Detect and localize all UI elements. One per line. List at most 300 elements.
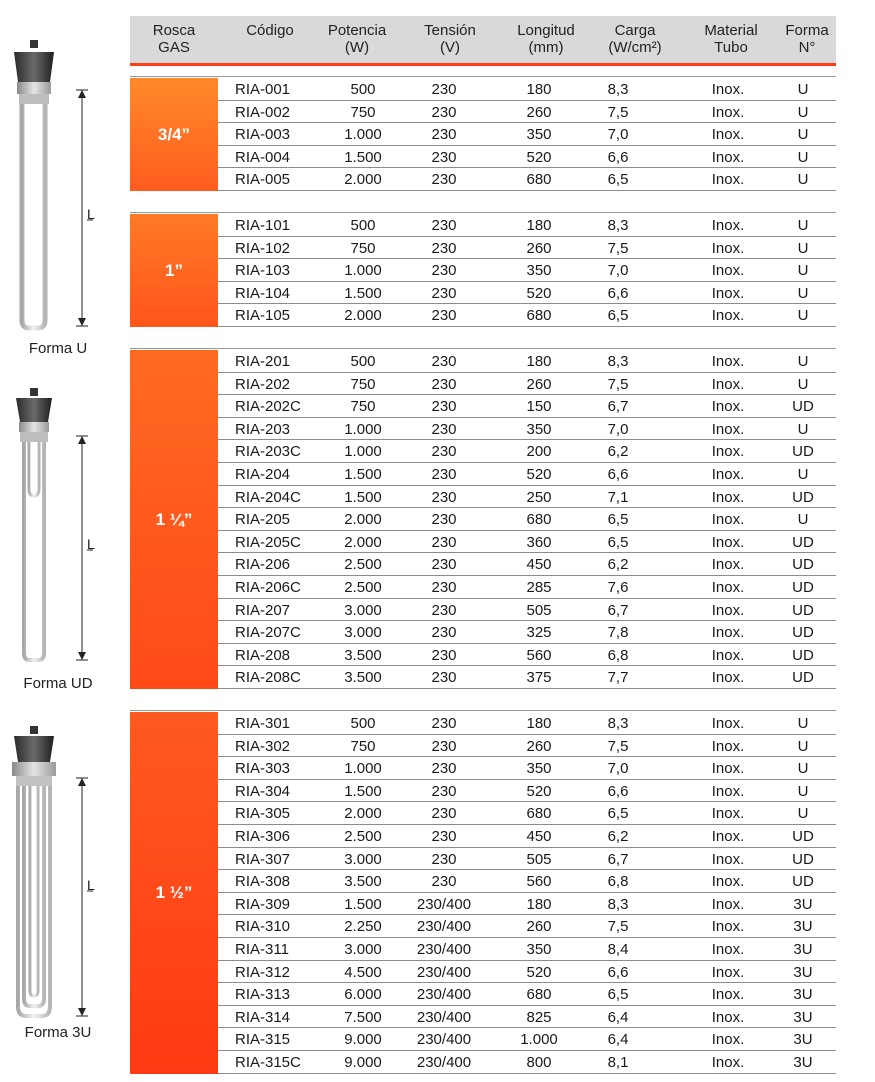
thread-size-label: 1 ¼” xyxy=(130,350,218,689)
potencia-cell: 3.000 xyxy=(344,940,382,958)
tension-cell: 230 xyxy=(431,148,457,166)
codigo-cell: RIA-312 xyxy=(235,963,291,981)
codigo-cell: RIA-005 xyxy=(235,171,291,189)
potencia-cell: 3.000 xyxy=(344,601,382,619)
codigo-cell: RIA-308 xyxy=(235,873,291,891)
forma-u-label: Forma U xyxy=(28,340,88,357)
codigo-cell: RIA-314 xyxy=(235,1008,291,1026)
codigo-cell: RIA-204 xyxy=(235,465,291,483)
table-row xyxy=(218,825,836,848)
forma-cell: UD xyxy=(792,646,814,664)
tension-cell: 230 xyxy=(431,669,457,687)
forma-cell: U xyxy=(797,171,809,189)
table-row xyxy=(218,983,836,1006)
codigo-cell: RIA-206C xyxy=(235,578,301,596)
potencia-cell: 2.000 xyxy=(344,805,382,823)
tension-cell: 230 xyxy=(431,850,457,868)
table-row xyxy=(218,373,836,396)
codigo-cell: RIA-102 xyxy=(235,239,291,257)
table-row xyxy=(218,101,836,124)
longitud-cell: 200 xyxy=(526,443,552,461)
longitud-cell: 505 xyxy=(526,601,552,619)
longitud-cell: 680 xyxy=(526,307,552,325)
tension-cell: 230 xyxy=(431,488,457,506)
longitud-cell: 260 xyxy=(526,375,552,393)
table-row xyxy=(218,304,836,327)
carga-cell: 6,6 xyxy=(607,148,629,166)
codigo-cell: RIA-207 xyxy=(235,601,291,619)
longitud-cell: 350 xyxy=(526,760,552,778)
tension-cell: 230 xyxy=(431,375,457,393)
carga-cell: 6,4 xyxy=(607,1008,629,1026)
carga-cell: 6,8 xyxy=(607,646,629,664)
tension-cell: 230 xyxy=(431,420,457,438)
longitud-cell: 520 xyxy=(526,782,552,800)
tension-cell: 230/400 xyxy=(416,986,472,1004)
material-cell: Inox. xyxy=(711,715,745,732)
potencia-cell: 2.500 xyxy=(344,578,382,596)
codigo-cell: RIA-303 xyxy=(235,760,291,778)
heater-figure-3u xyxy=(0,726,130,1026)
table-row xyxy=(218,486,836,509)
carga-cell: 6,4 xyxy=(607,1031,629,1049)
potencia-cell: 2.000 xyxy=(344,171,382,189)
tension-cell: 230/400 xyxy=(416,1053,472,1071)
codigo-cell: RIA-205C xyxy=(235,533,301,551)
codigo-cell: RIA-315 xyxy=(235,1031,291,1049)
carga-cell: 8,3 xyxy=(607,895,629,913)
carga-cell: 7,5 xyxy=(607,918,629,936)
codigo-cell: RIA-206 xyxy=(235,556,291,574)
longitud-cell: 260 xyxy=(526,239,552,257)
carga-cell: 6,5 xyxy=(607,533,629,551)
material-cell: Inox. xyxy=(711,805,745,823)
table-row xyxy=(218,440,836,463)
material-cell: Inox. xyxy=(711,895,745,913)
forma-cell: U xyxy=(797,511,809,529)
tension-cell: 230 xyxy=(431,805,457,823)
potencia-cell: 1.500 xyxy=(344,284,382,302)
carga-cell: 6,5 xyxy=(607,805,629,823)
potencia-cell: 500 xyxy=(350,715,376,732)
forma-cell: U xyxy=(797,239,809,257)
table-row xyxy=(218,870,836,893)
carga-cell: 7,7 xyxy=(607,669,629,687)
carga-cell: 8,4 xyxy=(607,940,629,958)
header-carga: Carga (W/cm²) xyxy=(608,22,662,56)
longitud-cell: 350 xyxy=(526,126,552,144)
forma-cell: UD xyxy=(792,556,814,574)
table-row xyxy=(218,214,836,237)
potencia-cell: 2.500 xyxy=(344,556,382,574)
table-row xyxy=(218,78,836,101)
forma-cell: UD xyxy=(792,578,814,596)
potencia-cell: 1.000 xyxy=(344,126,382,144)
codigo-cell: RIA-201 xyxy=(235,353,291,370)
potencia-cell: 750 xyxy=(350,375,376,393)
forma-3u-label: Forma 3U xyxy=(24,1024,92,1041)
longitud-cell: 520 xyxy=(526,963,552,981)
tension-cell: 230 xyxy=(431,126,457,144)
tension-cell: 230 xyxy=(431,465,457,483)
material-cell: Inox. xyxy=(711,443,745,461)
carga-cell: 6,6 xyxy=(607,782,629,800)
forma-cell: U xyxy=(797,375,809,393)
tension-cell: 230/400 xyxy=(416,918,472,936)
tension-cell: 230 xyxy=(431,284,457,302)
carga-cell: 8,3 xyxy=(607,217,629,234)
potencia-cell: 7.500 xyxy=(344,1008,382,1026)
longitud-cell: 250 xyxy=(526,488,552,506)
material-cell: Inox. xyxy=(711,1053,745,1071)
dimension-letter: L xyxy=(87,877,95,893)
potencia-cell: 3.500 xyxy=(344,669,382,687)
material-cell: Inox. xyxy=(711,963,745,981)
forma-cell: 3U xyxy=(793,1031,813,1049)
forma-cell: UD xyxy=(792,601,814,619)
longitud-cell: 520 xyxy=(526,465,552,483)
longitud-cell: 350 xyxy=(526,940,552,958)
table-row xyxy=(218,735,836,758)
table-row xyxy=(218,915,836,938)
carga-cell: 6,6 xyxy=(607,465,629,483)
potencia-cell: 1.000 xyxy=(344,443,382,461)
tension-cell: 230 xyxy=(431,353,457,370)
longitud-cell: 450 xyxy=(526,827,552,845)
tension-cell: 230 xyxy=(431,239,457,257)
forma-cell: 3U xyxy=(793,895,813,913)
heater-figure-u xyxy=(0,40,130,340)
forma-cell: U xyxy=(797,307,809,325)
forma-cell: U xyxy=(797,148,809,166)
group-top-rule xyxy=(130,710,836,711)
forma-cell: U xyxy=(797,782,809,800)
codigo-cell: RIA-001 xyxy=(235,81,291,98)
codigo-cell: RIA-203C xyxy=(235,443,301,461)
longitud-cell: 520 xyxy=(526,284,552,302)
potencia-cell: 1.500 xyxy=(344,148,382,166)
header-potencia: Potencia (W) xyxy=(327,22,387,56)
table-row xyxy=(218,1028,836,1051)
potencia-cell: 3.500 xyxy=(344,646,382,664)
codigo-cell: RIA-304 xyxy=(235,782,291,800)
material-cell: Inox. xyxy=(711,465,745,483)
table-row xyxy=(218,463,836,486)
codigo-cell: RIA-302 xyxy=(235,737,291,755)
codigo-cell: RIA-207C xyxy=(235,624,301,642)
group-rows xyxy=(218,78,836,191)
potencia-cell: 750 xyxy=(350,398,376,416)
longitud-cell: 680 xyxy=(526,511,552,529)
dimension-letter: L xyxy=(87,536,95,552)
potencia-cell: 2.250 xyxy=(344,918,382,936)
forma-cell: U xyxy=(797,715,809,732)
forma-cell: UD xyxy=(792,624,814,642)
carga-cell: 7,5 xyxy=(607,103,629,121)
thread-size-label: 1 ½” xyxy=(130,712,218,1074)
table-row xyxy=(218,961,836,984)
potencia-cell: 500 xyxy=(350,353,376,370)
material-cell: Inox. xyxy=(711,669,745,687)
tension-cell: 230/400 xyxy=(416,895,472,913)
tension-cell: 230 xyxy=(431,443,457,461)
material-cell: Inox. xyxy=(711,1008,745,1026)
potencia-cell: 9.000 xyxy=(344,1053,382,1071)
codigo-cell: RIA-104 xyxy=(235,284,291,302)
longitud-cell: 520 xyxy=(526,148,552,166)
longitud-cell: 180 xyxy=(526,353,552,370)
material-cell: Inox. xyxy=(711,375,745,393)
thread-size-label: 3/4” xyxy=(130,78,218,191)
codigo-cell: RIA-315C xyxy=(235,1053,301,1071)
potencia-cell: 750 xyxy=(350,239,376,257)
table-row xyxy=(218,168,836,191)
longitud-cell: 325 xyxy=(526,624,552,642)
material-cell: Inox. xyxy=(711,217,745,234)
header-rosca: Rosca GAS xyxy=(152,22,196,56)
codigo-cell: RIA-208 xyxy=(235,646,291,664)
material-cell: Inox. xyxy=(711,284,745,302)
forma-cell: U xyxy=(797,217,809,234)
forma-ud-label: Forma UD xyxy=(23,675,93,692)
material-cell: Inox. xyxy=(711,307,745,325)
table-row xyxy=(218,621,836,644)
longitud-cell: 1.000 xyxy=(520,1031,558,1049)
potencia-cell: 500 xyxy=(350,217,376,234)
longitud-cell: 150 xyxy=(526,398,552,416)
codigo-cell: RIA-002 xyxy=(235,103,291,121)
longitud-cell: 560 xyxy=(526,873,552,891)
codigo-cell: RIA-204C xyxy=(235,488,301,506)
material-cell: Inox. xyxy=(711,850,745,868)
carga-cell: 6,8 xyxy=(607,873,629,891)
potencia-cell: 2.000 xyxy=(344,307,382,325)
potencia-cell: 2.000 xyxy=(344,533,382,551)
table-row xyxy=(218,1051,836,1074)
forma-cell: U xyxy=(797,103,809,121)
tension-cell: 230 xyxy=(431,398,457,416)
longitud-cell: 680 xyxy=(526,986,552,1004)
carga-cell: 8,1 xyxy=(607,1053,629,1071)
forma-cell: UD xyxy=(792,873,814,891)
longitud-cell: 180 xyxy=(526,217,552,234)
forma-cell: UD xyxy=(792,850,814,868)
table-row xyxy=(218,259,836,282)
material-cell: Inox. xyxy=(711,262,745,280)
forma-cell: 3U xyxy=(793,918,813,936)
tension-cell: 230/400 xyxy=(416,940,472,958)
carga-cell: 6,7 xyxy=(607,398,629,416)
potencia-cell: 750 xyxy=(350,737,376,755)
forma-cell: U xyxy=(797,126,809,144)
table-row xyxy=(218,123,836,146)
forma-cell: UD xyxy=(792,443,814,461)
table-row xyxy=(218,757,836,780)
carga-cell: 7,0 xyxy=(607,760,629,778)
codigo-cell: RIA-202 xyxy=(235,375,291,393)
tension-cell: 230 xyxy=(431,715,457,732)
potencia-cell: 1.000 xyxy=(344,262,382,280)
longitud-cell: 350 xyxy=(526,420,552,438)
forma-cell: U xyxy=(797,805,809,823)
potencia-cell: 750 xyxy=(350,103,376,121)
table-row xyxy=(218,848,836,871)
longitud-cell: 260 xyxy=(526,103,552,121)
table-row xyxy=(218,666,836,689)
tension-cell: 230 xyxy=(431,601,457,619)
longitud-cell: 350 xyxy=(526,262,552,280)
carga-cell: 8,3 xyxy=(607,715,629,732)
forma-cell: U xyxy=(797,737,809,755)
table-row xyxy=(218,576,836,599)
carga-cell: 7,0 xyxy=(607,126,629,144)
potencia-cell: 1.500 xyxy=(344,465,382,483)
longitud-cell: 825 xyxy=(526,1008,552,1026)
table-row xyxy=(218,237,836,260)
carga-cell: 8,3 xyxy=(607,81,629,98)
longitud-cell: 285 xyxy=(526,578,552,596)
thread-size-label: 1” xyxy=(130,214,218,327)
longitud-cell: 180 xyxy=(526,895,552,913)
forma-cell: UD xyxy=(792,533,814,551)
longitud-cell: 375 xyxy=(526,669,552,687)
forma-cell: UD xyxy=(792,398,814,416)
codigo-cell: RIA-301 xyxy=(235,715,291,732)
heater-figure-ud xyxy=(0,388,130,668)
codigo-cell: RIA-311 xyxy=(235,940,289,958)
forma-cell: UD xyxy=(792,827,814,845)
tension-cell: 230 xyxy=(431,217,457,234)
longitud-cell: 800 xyxy=(526,1053,552,1071)
tension-cell: 230 xyxy=(431,873,457,891)
forma-cell: 3U xyxy=(793,940,813,958)
carga-cell: 7,5 xyxy=(607,375,629,393)
table-row xyxy=(218,644,836,667)
material-cell: Inox. xyxy=(711,782,745,800)
codigo-cell: RIA-003 xyxy=(235,126,291,144)
longitud-cell: 560 xyxy=(526,646,552,664)
group-rows xyxy=(218,350,836,689)
table-row xyxy=(218,418,836,441)
potencia-cell: 500 xyxy=(350,81,376,98)
forma-cell: U xyxy=(797,760,809,778)
table-row xyxy=(218,146,836,169)
longitud-cell: 505 xyxy=(526,850,552,868)
material-cell: Inox. xyxy=(711,918,745,936)
potencia-cell: 4.500 xyxy=(344,963,382,981)
codigo-cell: RIA-205 xyxy=(235,511,291,529)
codigo-cell: RIA-004 xyxy=(235,148,291,166)
table-row xyxy=(218,350,836,373)
codigo-cell: RIA-306 xyxy=(235,827,291,845)
material-cell: Inox. xyxy=(711,171,745,189)
tension-cell: 230 xyxy=(431,262,457,280)
material-cell: Inox. xyxy=(711,827,745,845)
header-tension: Tensión (V) xyxy=(424,22,476,56)
longitud-cell: 360 xyxy=(526,533,552,551)
carga-cell: 6,2 xyxy=(607,827,629,845)
table-row xyxy=(218,802,836,825)
table-row xyxy=(218,395,836,418)
group-top-rule xyxy=(130,76,836,77)
material-cell: Inox. xyxy=(711,601,745,619)
table-row xyxy=(218,553,836,576)
codigo-cell: RIA-208C xyxy=(235,669,301,687)
material-cell: Inox. xyxy=(711,556,745,574)
forma-cell: U xyxy=(797,284,809,302)
tension-cell: 230 xyxy=(431,81,457,98)
table-row xyxy=(218,712,836,735)
longitud-cell: 180 xyxy=(526,81,552,98)
forma-cell: 3U xyxy=(793,1053,813,1071)
carga-cell: 7,6 xyxy=(607,578,629,596)
potencia-cell: 1.000 xyxy=(344,760,382,778)
codigo-cell: RIA-105 xyxy=(235,307,291,325)
table-row xyxy=(218,780,836,803)
tension-cell: 230 xyxy=(431,103,457,121)
potencia-cell: 1.500 xyxy=(344,782,382,800)
forma-cell: UD xyxy=(792,488,814,506)
material-cell: Inox. xyxy=(711,239,745,257)
group-top-rule xyxy=(130,348,836,349)
longitud-cell: 450 xyxy=(526,556,552,574)
tension-cell: 230 xyxy=(431,511,457,529)
carga-cell: 6,2 xyxy=(607,556,629,574)
carga-cell: 6,2 xyxy=(607,443,629,461)
material-cell: Inox. xyxy=(711,103,745,121)
tension-cell: 230 xyxy=(431,827,457,845)
material-cell: Inox. xyxy=(711,873,745,891)
forma-cell: UD xyxy=(792,669,814,687)
codigo-cell: RIA-307 xyxy=(235,850,291,868)
codigo-cell: RIA-101 xyxy=(235,217,291,234)
group-rows xyxy=(218,214,836,327)
group-rows xyxy=(218,712,836,1074)
table-row xyxy=(218,938,836,961)
table-header xyxy=(130,16,836,63)
carga-cell: 6,5 xyxy=(607,511,629,529)
codigo-cell: RIA-203 xyxy=(235,420,291,438)
forma-cell: 3U xyxy=(793,963,813,981)
carga-cell: 6,7 xyxy=(607,850,629,868)
potencia-cell: 2.000 xyxy=(344,511,382,529)
tension-cell: 230 xyxy=(431,646,457,664)
dimension-letter: L xyxy=(87,206,95,222)
tension-cell: 230 xyxy=(431,533,457,551)
longitud-cell: 260 xyxy=(526,918,552,936)
header-accent-line xyxy=(130,63,836,66)
material-cell: Inox. xyxy=(711,81,745,98)
codigo-cell: RIA-103 xyxy=(235,262,291,280)
potencia-cell: 3.000 xyxy=(344,624,382,642)
potencia-cell: 1.500 xyxy=(344,488,382,506)
potencia-cell: 6.000 xyxy=(344,986,382,1004)
potencia-cell: 9.000 xyxy=(344,1031,382,1049)
material-cell: Inox. xyxy=(711,737,745,755)
longitud-cell: 680 xyxy=(526,805,552,823)
carga-cell: 6,5 xyxy=(607,307,629,325)
potencia-cell: 1.000 xyxy=(344,420,382,438)
longitud-cell: 680 xyxy=(526,171,552,189)
material-cell: Inox. xyxy=(711,760,745,778)
thread-group xyxy=(130,712,836,1074)
thread-group xyxy=(130,350,836,689)
forma-cell: 3U xyxy=(793,1008,813,1026)
material-cell: Inox. xyxy=(711,398,745,416)
tension-cell: 230/400 xyxy=(416,1008,472,1026)
forma-cell: U xyxy=(797,353,809,370)
material-cell: Inox. xyxy=(711,511,745,529)
